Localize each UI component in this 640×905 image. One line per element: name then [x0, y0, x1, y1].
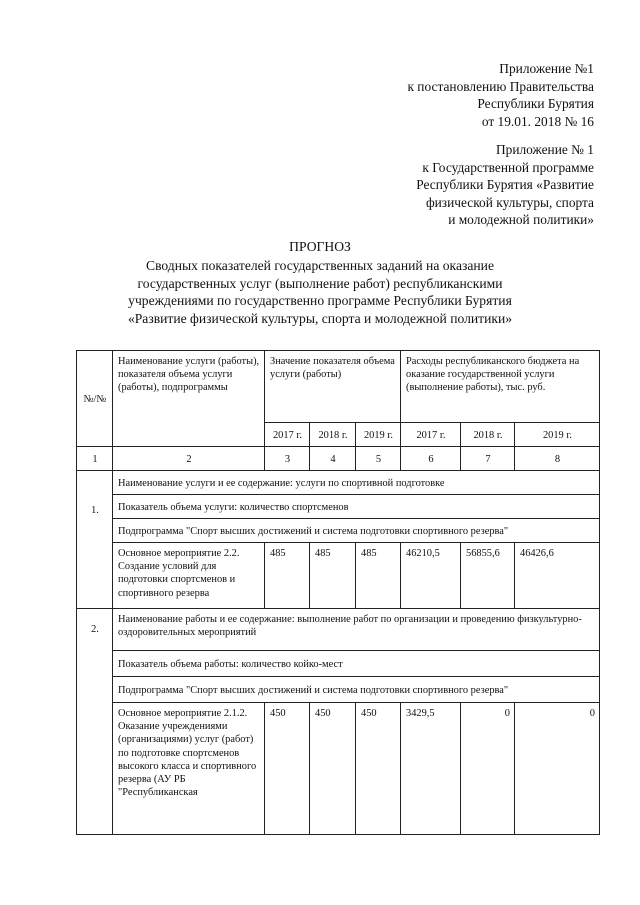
header-name: Наименование услуги (работы), показателя объема услуги (работы), подпрограммы: [113, 351, 265, 447]
appendix-1-line: от 19.01. 2018 № 16: [481, 113, 594, 129]
header-year: 2017 г.: [265, 423, 310, 447]
header-expenses: Расходы республиканского бюджета на оказание государственной услуги (выполнение работы), тыс. руб.: [401, 351, 600, 423]
section-indicator: Показатель объема услуги: количество спортсменов: [113, 495, 600, 519]
header-year: 2017 г.: [401, 423, 461, 447]
value-cell: 0: [461, 703, 515, 835]
header-year: 2018 г.: [310, 423, 356, 447]
section-indicator: Показатель объема работы: количество койко-мест: [113, 651, 600, 677]
section-number: 2.: [77, 609, 113, 835]
appendix-2-line: к Государственной программе: [422, 159, 594, 175]
value-cell: 56855,6: [461, 543, 515, 609]
col-number: 3: [265, 447, 310, 471]
document-title: [0, 257, 640, 327]
value-cell: 450: [356, 703, 401, 835]
title-line: государственных услуг (выполнение работ) республиканскими: [137, 275, 503, 291]
activity-name: Основное мероприятие 2.1.2. Оказание учреждениями (организациями) услуг (работ) по подготовке спортсменов высокого класса и спортивного резерва (АУ РБ "Республиканская: [113, 703, 265, 835]
value-cell: 485: [356, 543, 401, 609]
col-number: 2: [113, 447, 265, 471]
forecast-table: [76, 350, 600, 835]
appendix-1-line: Республики Бурятия: [477, 96, 594, 111]
title-line: Сводных показателей государственных заданий на оказание: [146, 258, 494, 273]
col-number: 6: [401, 447, 461, 471]
document-heading: ПРОГНОЗ: [289, 239, 351, 254]
value-cell: 0: [515, 703, 600, 835]
col-number: 4: [310, 447, 356, 471]
col-number: 7: [461, 447, 515, 471]
header-year: 2018 г.: [461, 423, 515, 447]
col-number: 1: [77, 447, 113, 471]
appendix-2-line: физической культуры, спорта: [425, 194, 594, 210]
appendix-2-block: [416, 141, 594, 229]
col-number: 5: [356, 447, 401, 471]
section-service: Наименование услуги и ее содержание: услуги по спортивной подготовке: [113, 471, 600, 495]
header-num: №/№: [77, 351, 113, 447]
appendix-2-line: Республики Бурятия «Развитие: [416, 177, 594, 192]
header-year: 2019 г.: [515, 423, 600, 447]
value-cell: 46210,5: [401, 543, 461, 609]
appendix-1-line: к постановлению Правительства: [407, 78, 594, 94]
section-subprogram: Подпрограмма "Спорт высших достижений и система подготовки спортивного резерва": [113, 677, 600, 703]
value-cell: 3429,5: [401, 703, 461, 835]
value-cell: 485: [265, 543, 310, 609]
activity-name: Основное мероприятие 2.2. Создание условий для подготовки спортсменов и спортивного резерва: [113, 543, 265, 609]
value-cell: 485: [310, 543, 356, 609]
appendix-1-block: [407, 60, 594, 130]
header-volume: Значение показателя объема услуги (работы): [265, 351, 401, 423]
section-number: 1.: [77, 471, 113, 609]
value-cell: 46426,6: [515, 543, 600, 609]
section-subprogram: Подпрограмма "Спорт высших достижений и система подготовки спортивного резерва": [113, 519, 600, 543]
appendix-2-line: Приложение № 1: [495, 142, 594, 157]
appendix-2-line: и молодежной политики»: [448, 212, 594, 227]
col-number: 8: [515, 447, 600, 471]
title-line: учреждениями по государственно программе Республики Бурятия: [128, 293, 512, 309]
section-service: Наименование работы и ее содержание: выполнение работ по организации и проведению физкультурно-оздоровительных мероприятий: [113, 609, 600, 651]
header-year: 2019 г.: [356, 423, 401, 447]
value-cell: 450: [310, 703, 356, 835]
title-line: «Развитие физической культуры, спорта и молодежной политики»: [127, 310, 513, 326]
appendix-1-line: Приложение №1: [499, 61, 594, 76]
value-cell: 450: [265, 703, 310, 835]
